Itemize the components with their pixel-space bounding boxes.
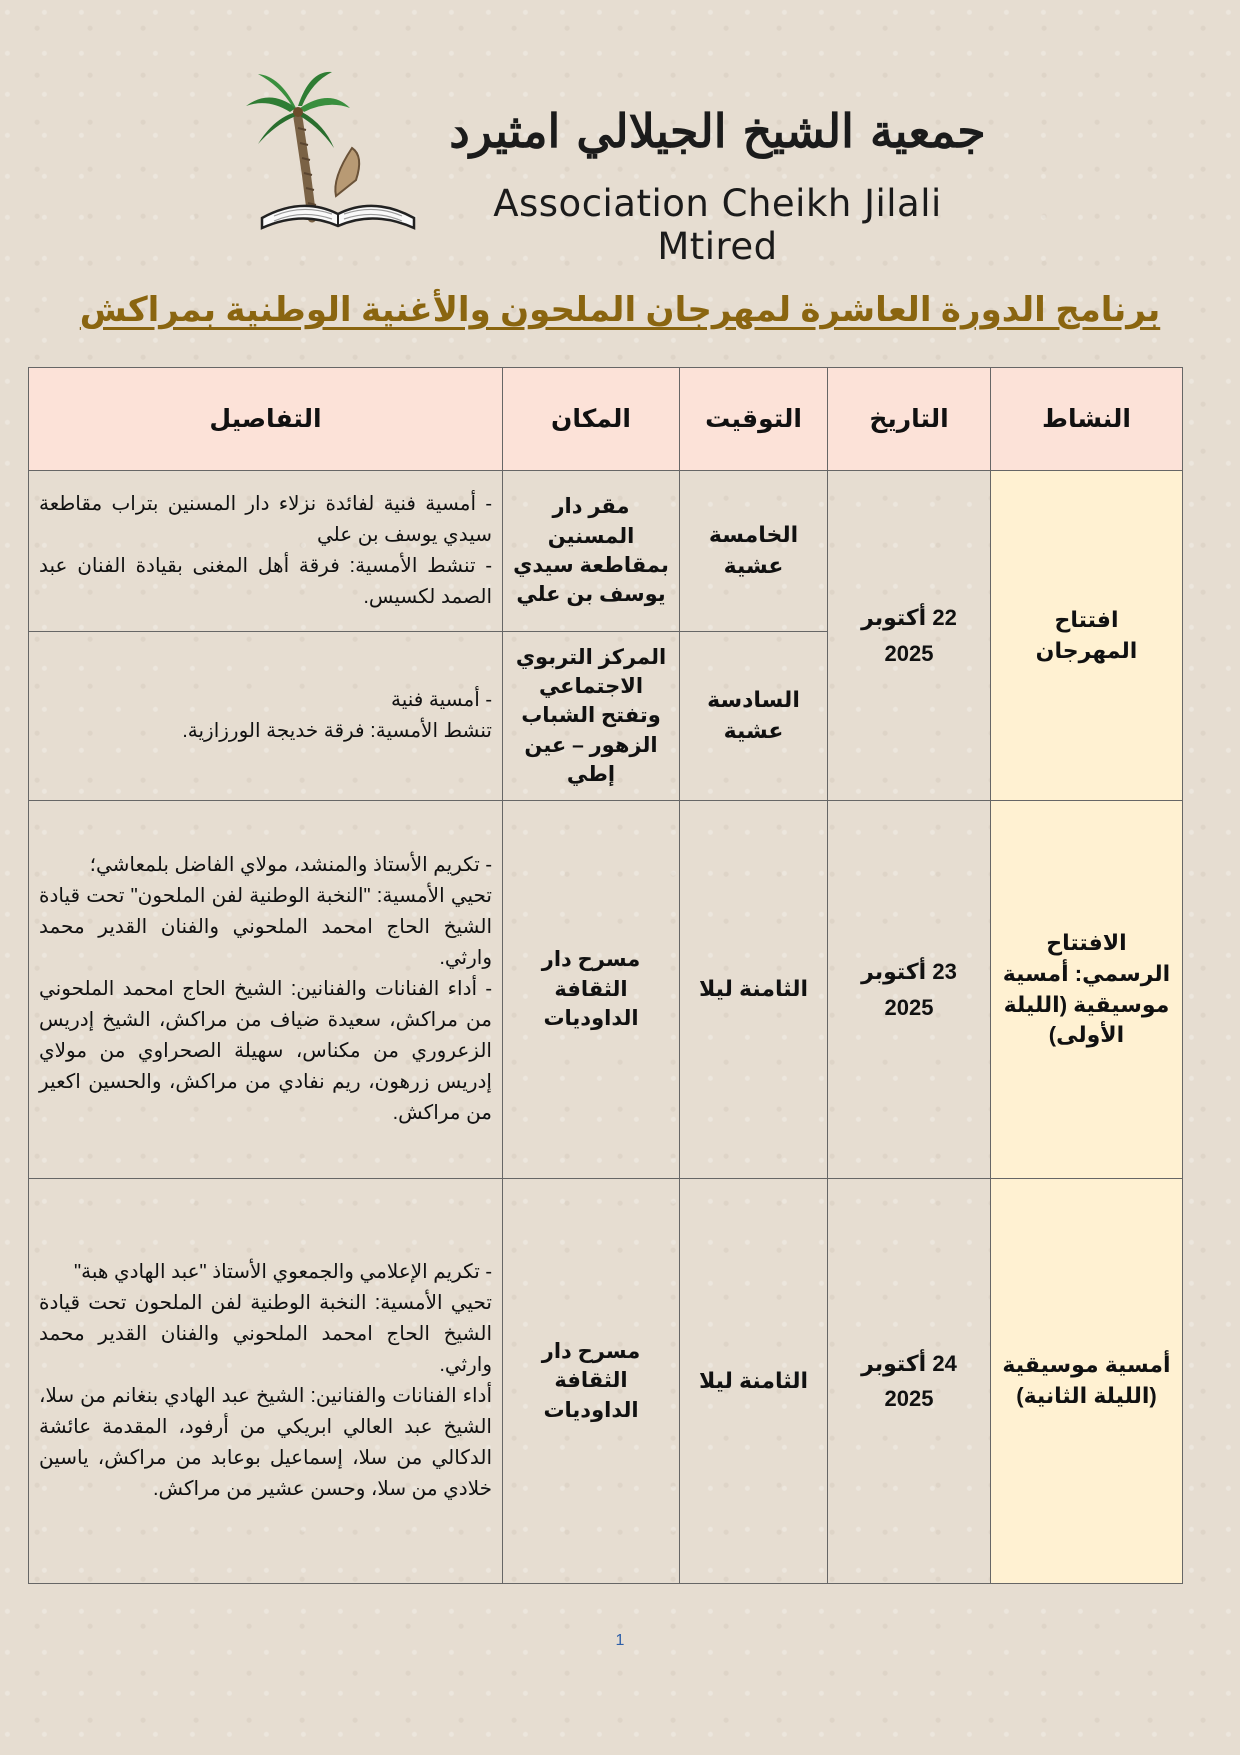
place-cell: مسرح دار الثقافة الداوديات <box>503 1179 680 1584</box>
details-line: - أداء الفنانات والفنانين: الشيخ الحاج امحمد الملحوني من مراكش، سعيدة ضياف من مراكش، الشيخ إدريس الزعروري من مكناس، سهيلة الصحراوي من مولاي إدريس زرهون، ريم نفادي من مراكش، والحسين اكعير من مراكش. <box>39 978 492 1124</box>
place-cell: مقر دار المسنين بمقاطعة سيدي يوسف بن علي <box>503 471 680 632</box>
page-number: 1 <box>615 1632 625 1649</box>
table-row <box>29 801 1183 1179</box>
time-cell: الثامنة ليلا <box>680 801 828 1179</box>
time-cell: السادسة عشية <box>680 632 828 801</box>
logo-arabic-name: جمعية الشيخ الجيلالي امثيرد <box>449 104 986 158</box>
details-line: - تكريم الإعلامي والجمعوي الأستاذ "عبد الهادي هبة" <box>74 1261 492 1283</box>
details-line: تحيي الأمسية: "النخبة الوطنية لفن الملحون" تحت قيادة الشيخ الحاج امحمد الملحوني والفنان القدير محمد وارثي. <box>39 885 492 969</box>
association-logo <box>240 68 1000 268</box>
details-line: أداء الفنانات والفنانين: الشيخ عبد الهادي بنغانم من سلا، الشيخ عبد العالي ابريكي من أرفود، المقدمة عائشة الدكالي من سلا، إسماعيل بوعابد من مراكش، ياسين خلادي من سلا، وحسن عشير من مراكش. <box>39 1385 492 1500</box>
details-line: - تكريم الأستاذ والمنشد، مولاي الفاضل بلمعاشي؛ <box>89 854 492 876</box>
table-row <box>29 471 1183 632</box>
table-header-row <box>29 368 1183 471</box>
table-row <box>29 1179 1183 1584</box>
details-cell <box>29 801 503 1179</box>
details-line: تنشط الأمسية: فرقة خديجة الورزازية. <box>182 720 492 742</box>
activity-cell: أمسية موسيقية (الليلة الثانية) <box>991 1179 1183 1584</box>
details-line: تحيي الأمسية: النخبة الوطنية لفن الملحون تحت قيادة الشيخ الحاج امحمد الملحوني والفنان القدير محمد وارثي. <box>39 1292 492 1376</box>
details-line: - أمسية فنية لفائدة نزلاء دار المسنين بتراب مقاطعة سيدي يوسف بن علي <box>39 493 492 546</box>
time-cell: الخامسة عشية <box>680 471 828 632</box>
logo-latin-name: Association Cheikh Jilali Mtired <box>493 182 942 268</box>
header-activity: النشاط <box>991 368 1183 471</box>
details-line: - أمسية فنية <box>391 689 492 711</box>
details-cell <box>29 1179 503 1584</box>
header-date: التاريخ <box>828 368 991 471</box>
place-cell: مسرح دار الثقافة الداوديات <box>503 801 680 1179</box>
details-cell <box>29 632 503 801</box>
date-cell: 22 أكتوبر 2025 <box>828 471 991 801</box>
activity-cell: الافتتاح الرسمي: أمسية موسيقية (الليلة الأولى) <box>991 801 1183 1179</box>
program-table <box>28 367 1183 1584</box>
header-details: التفاصيل <box>29 368 503 471</box>
date-cell: 23 أكتوبر 2025 <box>828 801 991 1179</box>
activity-cell: افتتاح المهرجان <box>991 471 1183 801</box>
details-cell <box>29 471 503 632</box>
date-cell: 24 أكتوبر 2025 <box>828 1179 991 1584</box>
header-place: المكان <box>503 368 680 471</box>
place-cell: المركز التربوي الاجتماعي وتفتح الشباب الزهور – عين إطي <box>503 632 680 801</box>
page-title: برنامج الدورة العاشرة لمهرجان الملحون والأغنية الوطنية بمراكش <box>79 291 1161 329</box>
palm-and-book-icon <box>240 68 430 238</box>
time-cell: الثامنة ليلا <box>680 1179 828 1584</box>
header-time: التوقيت <box>680 368 828 471</box>
details-line: - تنشط الأمسية: فرقة أهل المغنى بقيادة الفنان عبد الصمد لكسيس. <box>39 555 492 608</box>
